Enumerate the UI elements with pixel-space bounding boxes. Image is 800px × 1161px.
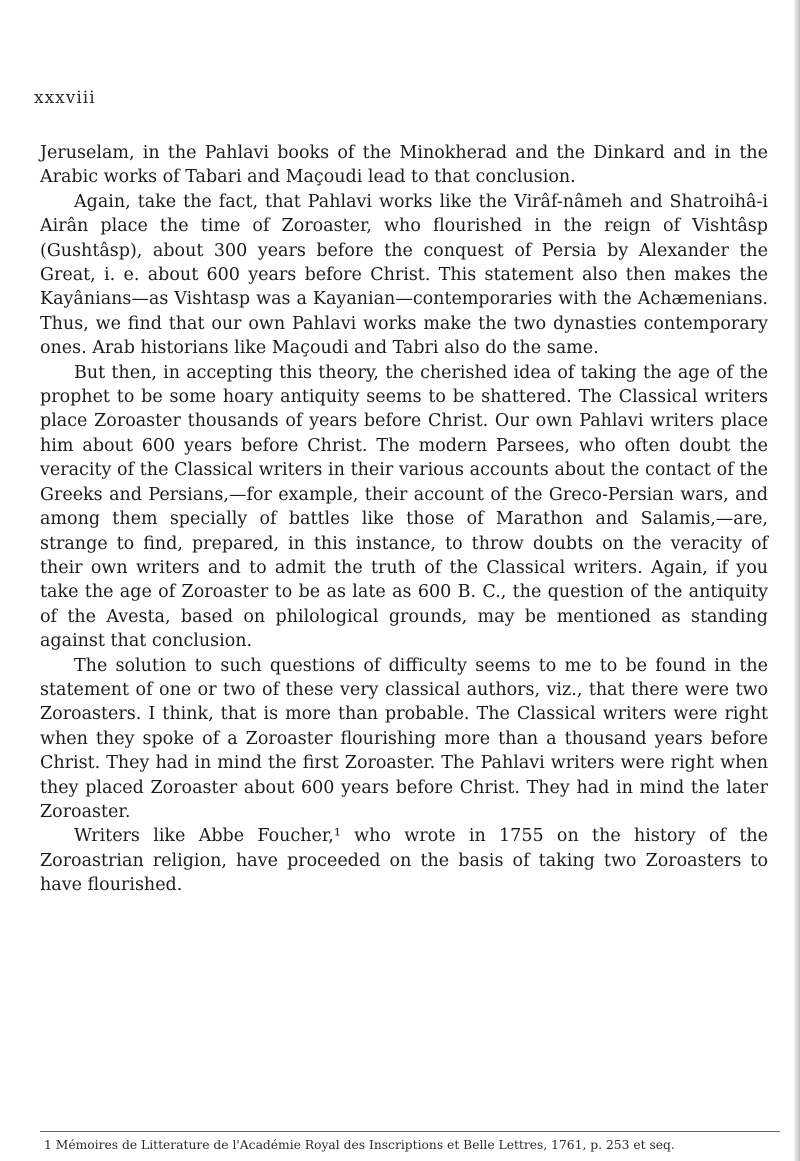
page-edge-shadow: [794, 0, 800, 1161]
footnote: 1 Mémoires de Litterature de l'Académie Royal des Inscriptions et Belle Lettres, 1761, p. 253 et seq.: [44, 1138, 675, 1152]
paragraph-1: Jeruselam, in the Pahlavi books of the Minokherad and the Dinkard and in the Arabic works of Tabari and Maçoudi lead to that conclusion.: [40, 143, 768, 188]
footnote-divider: [40, 1131, 780, 1132]
page-number: xxxviii: [34, 88, 96, 108]
paragraph-3: But then, in accepting this theory, the cherished idea of taking the age of the prophet to be some hoary antiquity seems to be shattered. The Classical writers place Zoroaster thousands of years before Christ. Our own Pahlavi writers place him about 600 years before Christ. The modern Parsees, who often doubt the veracity of the Classical writers in their various accounts about the contact of the Greeks and Persians,—for example, their account of the Greco-Persian wars, and among them specially of battles like those of Marathon and Salamis,—are, strange to find, prepared, in this instance, to throw doubts on the veracity of their own writers and to admit the truth of the Classical writers. Again, if you take the age of Zoroaster to be as late as 600 B. C., the question of the antiquity of the Avesta, based on philological grounds, may be mentioned as standing against that conclusion.: [40, 362, 768, 652]
body-text: [40, 141, 768, 898]
paragraph-2: Again, take the fact, that Pahlavi works like the Virâf-nâmeh and Shatroihâ-i Airân place the time of Zoroaster, who flourished in the reign of Vishtâsp (Gushtâsp), about 300 years before the conquest of Persia by Alexander the Great, i. e. about 600 years before Christ. This statement also then makes the Kayânians—as Vishtasp was a Kayanian—contemporaries with the Achæmenians. Thus, we find that our own Pahlavi works make the two dynasties contemporary ones. Arab historians like Maçoudi and Tabri also do the same.: [40, 191, 768, 359]
paragraph-5: Writers like Abbe Foucher,¹ who wrote in 1755 on the history of the Zoroastrian religion, have proceeded on the basis of taking two Zoroasters to have flourished.: [40, 826, 768, 896]
paragraph-4: The solution to such questions of difficulty seems to me to be found in the statement of one or two of these very classical authors, viz., that there were two Zoroasters. I think, that is more than probable. The Classical writers were right when they spoke of a Zoroaster flourishing more than a thousand years before Christ. They had in mind the first Zoroaster. The Pahlavi writers were right when they placed Zoroaster about 600 years before Christ. They had in mind the later Zoroaster.: [40, 655, 768, 822]
